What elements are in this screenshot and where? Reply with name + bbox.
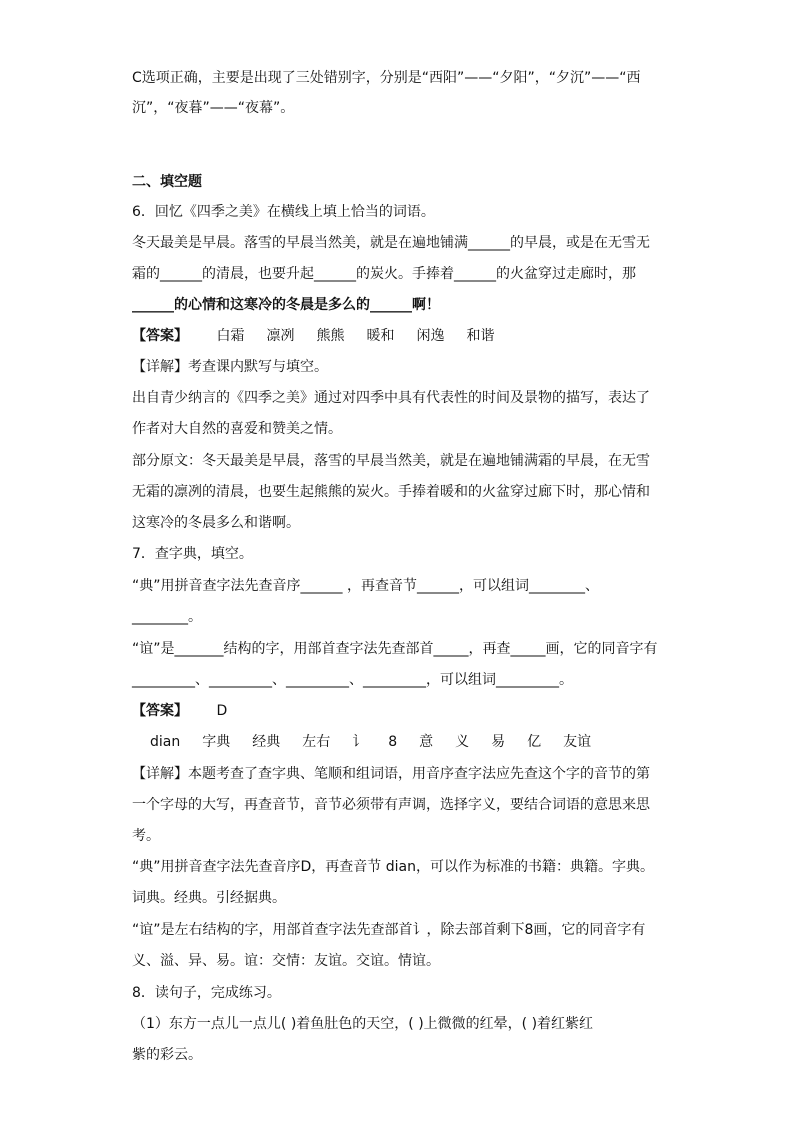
text-line: 沉”，“夜暮”——“夜幕”。	[132, 100, 295, 116]
text-line: C选项正确，主要是出现了三处错别字，分别是“西阳”——“夕阳”，“夕沉”——“西	[132, 70, 641, 86]
answer-item: 左右	[302, 734, 331, 750]
answer-item: 暖和	[366, 328, 395, 344]
answer-item: 字典	[202, 734, 231, 750]
section-heading: 二、填空题	[132, 174, 202, 190]
answer-item: 8	[388, 734, 398, 750]
text-line: 考。	[132, 828, 160, 844]
text-line: ______的心情和这寒冷的冬晨是多么的______啊！	[132, 297, 440, 313]
text-line: “典”用拼音查字法先查音序______ ，再查音节______，可以组词________、	[132, 578, 599, 594]
answer-item: 凛冽	[266, 328, 295, 344]
text-line: 一个字母的大写，再查音节，音节必须带有声调，选择字义，要结合词语的意思来思	[132, 797, 650, 813]
text-line: 义、溢、异、易。谊：交情：友谊。交谊。情谊。	[132, 953, 440, 969]
question-8-title: 8．读句子，完成练习。	[132, 985, 281, 1001]
answer-item: dian	[150, 734, 181, 750]
answer-7-first: D	[216, 703, 228, 719]
answer-item: 白霜	[216, 328, 245, 344]
answer-item: 闲逸	[416, 328, 445, 344]
answer-6	[132, 326, 516, 346]
text-line: ________。	[132, 609, 202, 625]
text-line: 冬天最美是早晨。落雪的早晨当然美，就是在遍地铺满______的早晨，或是在无雪无	[132, 235, 650, 251]
answer-label: 【答案】	[132, 703, 188, 719]
text-line: 部分原文：冬天最美是早晨，落雪的早晨当然美，就是在遍地铺满霜的早晨，在无雪	[132, 453, 650, 469]
text-line: 无霜的凛冽的清晨，也要生起熊熊的炭火。手捧着暖和的火盆穿过廊下时，那心情和	[132, 484, 650, 500]
text-line: 这寒冷的冬晨多么和谐啊。	[132, 515, 300, 531]
text-line: 紫的彩云。	[132, 1047, 202, 1063]
answer-label: 【答案】	[132, 328, 188, 344]
detail-label: 【详解】考查课内默写与填空。	[132, 359, 328, 375]
text-line: 霜的______的清晨，也要升起______的炭火。手捧着______的火盆穿过走廊时，那	[132, 266, 636, 282]
text-line: 出自青少纳言的《四季之美》通过对四季中具有代表性的时间及景物的描写，表达了	[132, 390, 650, 406]
detail-label: 【详解】本题考查了查字典、笔顺和组词语，用音序查字法应先查这个字的音节的第	[132, 766, 650, 782]
text-line: （1）东方一点儿一点儿( )着鱼肚色的天空，( )上微微的红晕，( )着红紫红	[132, 1016, 594, 1032]
answer-item: 亿	[527, 734, 542, 750]
answer-7	[132, 701, 227, 721]
question-6-title: 6．回忆《四季之美》在横线上填上恰当的词语。	[132, 204, 435, 220]
answer-6-items	[216, 328, 516, 344]
answer-item: 熊熊	[316, 328, 345, 344]
answer-item: 和谐	[466, 328, 495, 344]
text-line: 作者对大自然的喜爱和赞美之情。	[132, 421, 342, 437]
text-line: “谊”是_______结构的字，用部首查字法先查部首_____，再查_____画，它的同音字有	[132, 641, 658, 657]
answer-item: 易	[491, 734, 506, 750]
answer-item: 义	[455, 734, 470, 750]
question-7-title: 7．查字典，填空。	[132, 546, 253, 562]
text-line: “典”用拼音查字法先查音序D，再查音节 dian，可以作为标准的书籍：典籍。字典。	[132, 859, 654, 875]
answer-item: 友谊	[563, 734, 592, 750]
answer-7-items	[150, 732, 613, 752]
text-line: “谊”是左右结构的字，用部首查字法先查部首讠，除去部首剩下8画，它的同音字有	[132, 922, 646, 938]
text-line: _________、_________、_________、_________，可以组词_________。	[132, 672, 573, 688]
text-line: 词典。经典。引经据典。	[132, 890, 286, 906]
answer-item: 讠	[352, 734, 367, 750]
answer-item: 意	[419, 734, 434, 750]
answer-item: 经典	[252, 734, 281, 750]
